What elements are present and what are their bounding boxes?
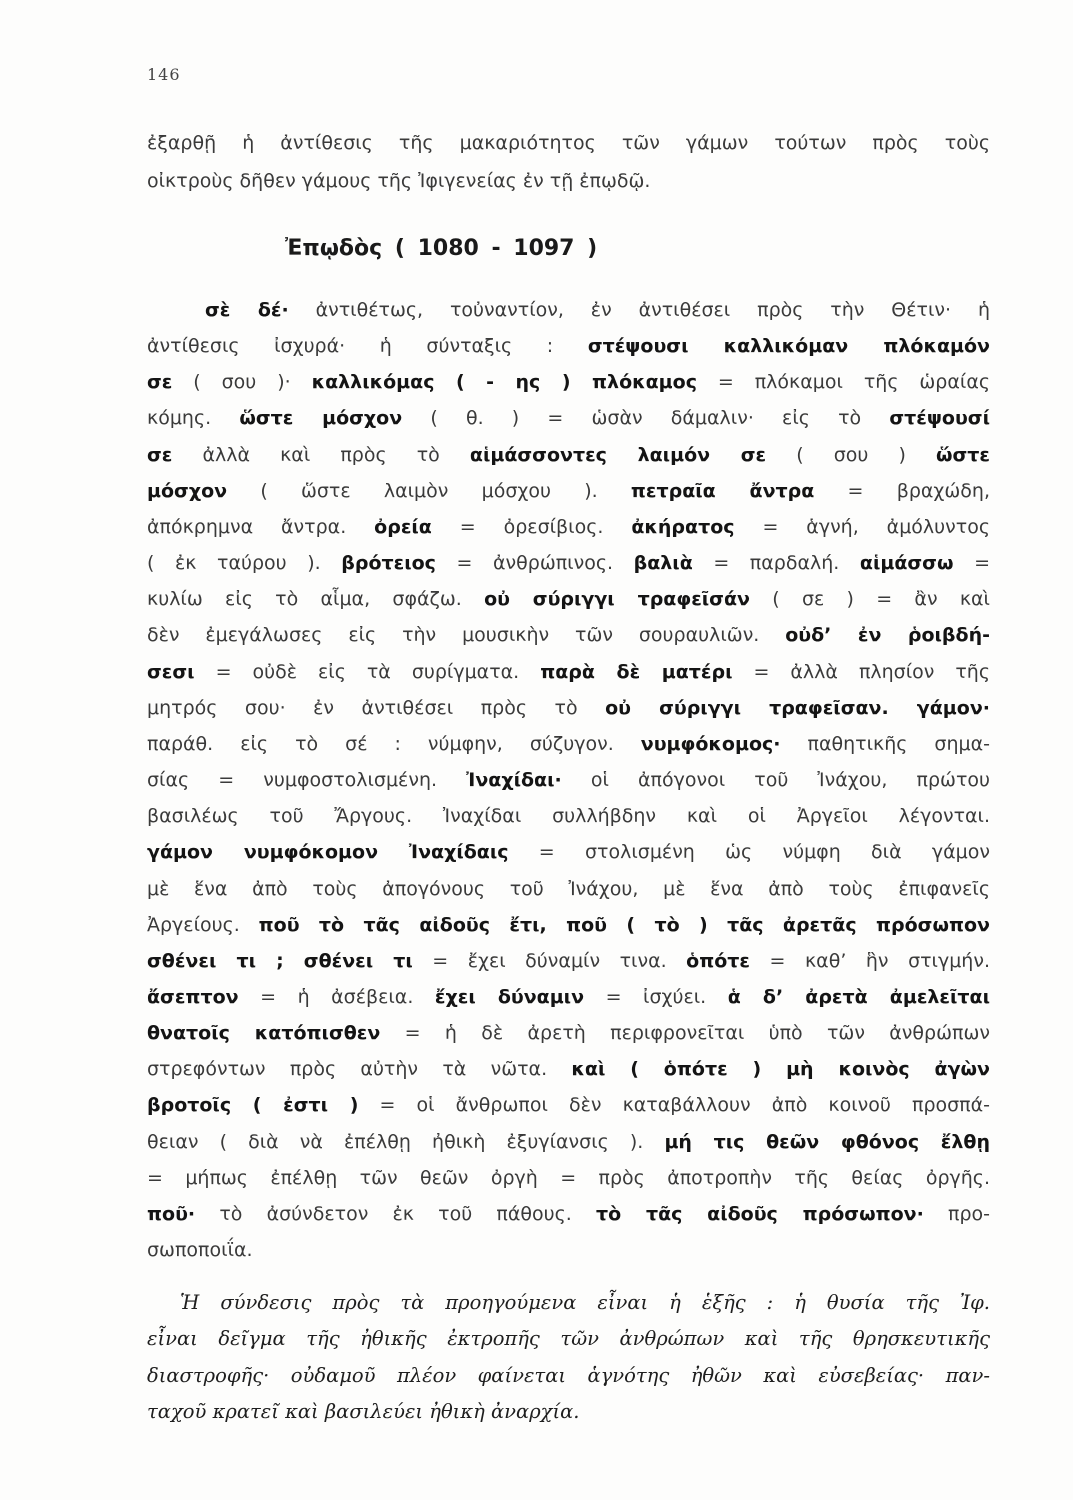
intro-line xyxy=(147,124,990,162)
commentary-line xyxy=(147,871,990,907)
commentary-line xyxy=(147,1051,990,1087)
gloss-text: = βραχώδη, xyxy=(814,479,990,502)
gloss-text: προ- xyxy=(923,1202,990,1225)
commentary-line xyxy=(147,1015,990,1051)
commentary-line xyxy=(147,726,990,762)
lemma-text: παρὰ δὲ ματέρι xyxy=(540,660,733,683)
gloss-text: βασιλέως τοῦ Ἄργους. Ἰναχίδαι συλλήβδην καὶ οἱ Ἀργεῖοι λέγονται. xyxy=(147,805,990,828)
lemma-text: στέψουσί xyxy=(889,407,990,430)
lemma-text: Ἰναχίδαι· xyxy=(466,769,562,792)
lemma-text: σε xyxy=(147,371,173,394)
lemma-text: βαλιὰ xyxy=(633,552,693,575)
conclusion-line xyxy=(147,1321,990,1357)
gloss-text: = ὀρεσίβιος. xyxy=(431,515,632,538)
lemma-text: σθένει τι ; σθένει τι xyxy=(147,949,413,972)
commentary-line xyxy=(147,1196,990,1232)
commentary-line xyxy=(147,907,990,943)
commentary-line xyxy=(147,762,990,798)
commentary-line xyxy=(147,509,990,545)
lemma-text: μόσχον xyxy=(147,479,228,502)
commentary-line xyxy=(147,545,990,581)
conclusion-text: Ἡ σύνδεσις πρὸς τὰ προηγούμενα εἶναι ἡ ἑξῆς : ἡ θυσία τῆς Ἰφ. xyxy=(180,1291,990,1314)
gloss-text: = ἡ δὲ ἀρετὴ περιφρονεῖται ὑπὸ τῶν ἀνθρώπων xyxy=(380,1022,990,1045)
gloss-text: = ἀνθρώπινος. xyxy=(435,552,634,575)
gloss-text: = ἀλλὰ πλησίον τῆς xyxy=(732,660,991,683)
commentary-line xyxy=(147,292,990,328)
gloss-text: = καθ’ ἣν στιγμήν. xyxy=(750,949,991,972)
commentary-line xyxy=(147,400,990,436)
gloss-text: Ἀργείους. xyxy=(147,913,259,936)
intro-paragraph xyxy=(147,124,990,200)
intro-text: ἐξαρθῇ ἡ ἀντίθεσις τῆς μακαριότητος τῶν γάμων τούτων πρὸς τοὺς xyxy=(147,132,990,154)
lemma-text: βροτοῖς ( ἐστι ) xyxy=(147,1094,359,1117)
gloss-text: μητρός σου· ἐν ἀντιθέσει πρὸς τὸ xyxy=(147,696,606,719)
lemma-text: νυμφόκομος· xyxy=(640,732,781,755)
lemma-text: βρότειος xyxy=(341,552,436,575)
commentary-line xyxy=(147,473,990,509)
lemma-text: σε xyxy=(147,443,173,466)
gloss-text: = παρδαλή. xyxy=(692,552,860,575)
lemma-text: γάμον νυμφόκομον Ἰναχίδαις xyxy=(147,841,509,864)
commentary-paragraph xyxy=(147,292,990,1268)
gloss-text: = ἔχει δύναμίν τινα. xyxy=(412,949,687,972)
commentary-line xyxy=(147,581,990,617)
gloss-text: ἀπόκρημνα ἄντρα. xyxy=(147,515,375,538)
lemma-text: αἱμάσσω xyxy=(859,552,954,575)
gloss-text: ( σου )· xyxy=(172,371,312,394)
conclusion-line xyxy=(147,1394,990,1430)
conclusion-paragraph xyxy=(147,1285,990,1430)
lemma-text: οὐ σύριγγι τραφεῖσαν. γάμον· xyxy=(605,696,990,719)
lemma-text: σὲ δέ· xyxy=(205,299,289,321)
commentary-line xyxy=(147,798,990,834)
lemma-text: ποῦ τὸ τᾶς αἰδοῦς ἔτι, ποῦ ( τὸ ) τᾶς ἀρετᾶς πρόσωπον xyxy=(258,913,990,936)
lemma-text: σεσι xyxy=(147,660,195,683)
gloss-text: θειαν ( διὰ νὰ ἐπέλθῃ ἠθικὴ ἐξυγίανσις ). xyxy=(147,1130,665,1153)
lemma-text: ὀρεία xyxy=(374,515,432,538)
gloss-text: = πλόκαμοι τῆς ὡραίας xyxy=(696,371,990,394)
gloss-text: ( θ. ) = ὡσὰν δάμαλιν· εἰς τὸ xyxy=(402,407,890,430)
intro-line xyxy=(147,162,990,200)
conclusion-line xyxy=(147,1358,990,1394)
gloss-text: οἱ ἀπόγονοι τοῦ Ἰνάχου, πρώτου xyxy=(561,769,991,792)
section-heading: Ἐπῳδὸς ( 1080 - 1097 ) xyxy=(285,236,598,261)
gloss-text: = οἱ ἄνθρωποι δὲν καταβάλλουν ἀπὸ κοινοῦ προσπά- xyxy=(358,1094,990,1117)
commentary-line xyxy=(147,1160,990,1196)
lemma-text: τὸ τᾶς αἰδοῦς πρόσωπον· xyxy=(596,1202,924,1225)
lemma-text: ἁ δ’ ἀρετὰ ἀμελεῖται xyxy=(727,985,990,1008)
commentary-line xyxy=(147,1124,990,1160)
lemma-text: πετραῖα ἄντρα xyxy=(630,479,815,502)
lemma-text: οὐδ’ ἐν ῥοιβδή- xyxy=(785,624,990,647)
commentary-line xyxy=(147,328,990,364)
commentary-line xyxy=(147,979,990,1015)
gloss-text: = ἁγνή, ἀμόλυντος xyxy=(734,515,990,538)
gloss-text: ( σε ) = ἂν καὶ xyxy=(749,588,990,611)
gloss-text: = xyxy=(953,552,990,575)
lemma-text: στέψουσι καλλικόμαν πλόκαμόν xyxy=(587,335,990,358)
gloss-text: = οὐδὲ εἰς τὰ συρίγματα. xyxy=(194,660,541,683)
commentary-line xyxy=(147,834,990,870)
gloss-text: τὸ ἀσύνδετον ἐκ τοῦ πάθους. xyxy=(195,1202,597,1225)
commentary-line xyxy=(147,690,990,726)
lemma-text: οὐ σύριγγι τραφεῖσάν xyxy=(484,588,750,611)
conclusion-text: εἶναι δεῖγμα τῆς ἠθικῆς ἐκτροπῆς τῶν ἀνθρώπων καὶ τῆς θρησκευτικῆς xyxy=(147,1327,990,1351)
gloss-text: στρεφόντων πρὸς αὐτὴν τὰ νῶτα. xyxy=(147,1058,572,1081)
commentary-line xyxy=(147,654,990,690)
lemma-text: ὥστε μόσχον xyxy=(239,407,403,430)
gloss-text: μὲ ἕνα ἀπὸ τοὺς ἀπογόνους τοῦ Ἰνάχου, μὲ ἕνα ἀπὸ τοὺς ἐπιφανεῖς xyxy=(147,877,990,900)
gloss-text: ( ὥστε λαιμὸν μόσχου ). xyxy=(227,479,631,502)
lemma-text: ὥστε xyxy=(935,443,990,466)
lemma-text: καλλικόμας ( - ης ) πλόκαμος xyxy=(311,371,697,394)
conclusion-line xyxy=(147,1285,990,1321)
lemma-text: θνατοῖς κατόπισθεν xyxy=(147,1022,381,1045)
gloss-text: ἀντίθεσις ἰσχυρά· ἡ σύνταξις : xyxy=(147,335,588,358)
commentary-line xyxy=(147,437,990,473)
commentary-line xyxy=(147,617,990,653)
lemma-text: αἱμάσσοντες λαιμόν σε xyxy=(469,443,767,466)
lemma-text: ποῦ· xyxy=(147,1202,196,1225)
commentary-line xyxy=(147,364,990,400)
gloss-text: = στολισμένη ὡς νύμφη διὰ γάμον xyxy=(508,841,991,864)
gloss-text: ( ἐκ ταύρου ). xyxy=(147,552,342,575)
conclusion-text: ταχοῦ κρατεῖ καὶ βασιλεύει ἠθικὴ ἀναρχία. xyxy=(147,1399,580,1423)
lemma-text: ἄσεπτον xyxy=(147,985,239,1008)
page-number: 146 xyxy=(147,65,181,84)
gloss-text: σωποποιΐα. xyxy=(147,1239,253,1262)
commentary-line xyxy=(147,1087,990,1123)
gloss-text: κυλίω εἰς τὸ αἷμα, σφάζω. xyxy=(147,588,485,611)
gloss-text: παθητικῆς σημα- xyxy=(780,732,990,755)
gloss-text: ἀντιθέτως, τοὐναντίον, ἐν ἀντιθέσει πρὸς τὴν Θέτιν· ἡ xyxy=(288,299,990,321)
lemma-text: ἔχει δύναμιν xyxy=(434,985,585,1008)
gloss-text: σίας = νυμφοστολισμένη. xyxy=(147,769,467,792)
lemma-text: μή τις θεῶν φθόνος ἔλθῃ xyxy=(664,1130,990,1153)
commentary-line xyxy=(147,943,990,979)
commentary-line xyxy=(147,1232,990,1268)
lemma-text: ἀκήρατος xyxy=(631,515,735,538)
gloss-text: παράθ. εἰς τὸ σέ : νύμφην, σύζυγον. xyxy=(147,732,641,755)
gloss-text: = ἡ ἀσέβεια. xyxy=(238,985,435,1008)
gloss-text: ἀλλὰ καὶ πρὸς τὸ xyxy=(172,443,470,466)
gloss-text: = ἰσχύει. xyxy=(584,985,728,1008)
gloss-text: = μήπως ἐπέλθῃ τῶν θεῶν ὀργὴ = πρὸς ἀποτροπὴν τῆς θείας ὀργῆς. xyxy=(147,1166,990,1189)
conclusion-text: διαστροφῆς· οὐδαμοῦ πλέον φαίνεται ἁγνότης ἠθῶν καὶ εὐσεβείας· παν- xyxy=(147,1363,990,1387)
lemma-text: καὶ ( ὁπότε ) μὴ κοινὸς ἀγὼν xyxy=(571,1058,990,1081)
lemma-text: ὁπότε xyxy=(686,949,751,972)
intro-text: οἰκτροὺς δῆθεν γάμους τῆς Ἰφιγενείας ἐν τῇ ἐπῳδῷ. xyxy=(147,170,651,192)
gloss-text: δὲν ἐμεγάλωσες εἰς τὴν μουσικὴν τῶν σουραυλιῶν. xyxy=(147,624,786,647)
gloss-text: ( σου ) xyxy=(766,443,936,466)
gloss-text: κόμης. xyxy=(147,407,240,430)
